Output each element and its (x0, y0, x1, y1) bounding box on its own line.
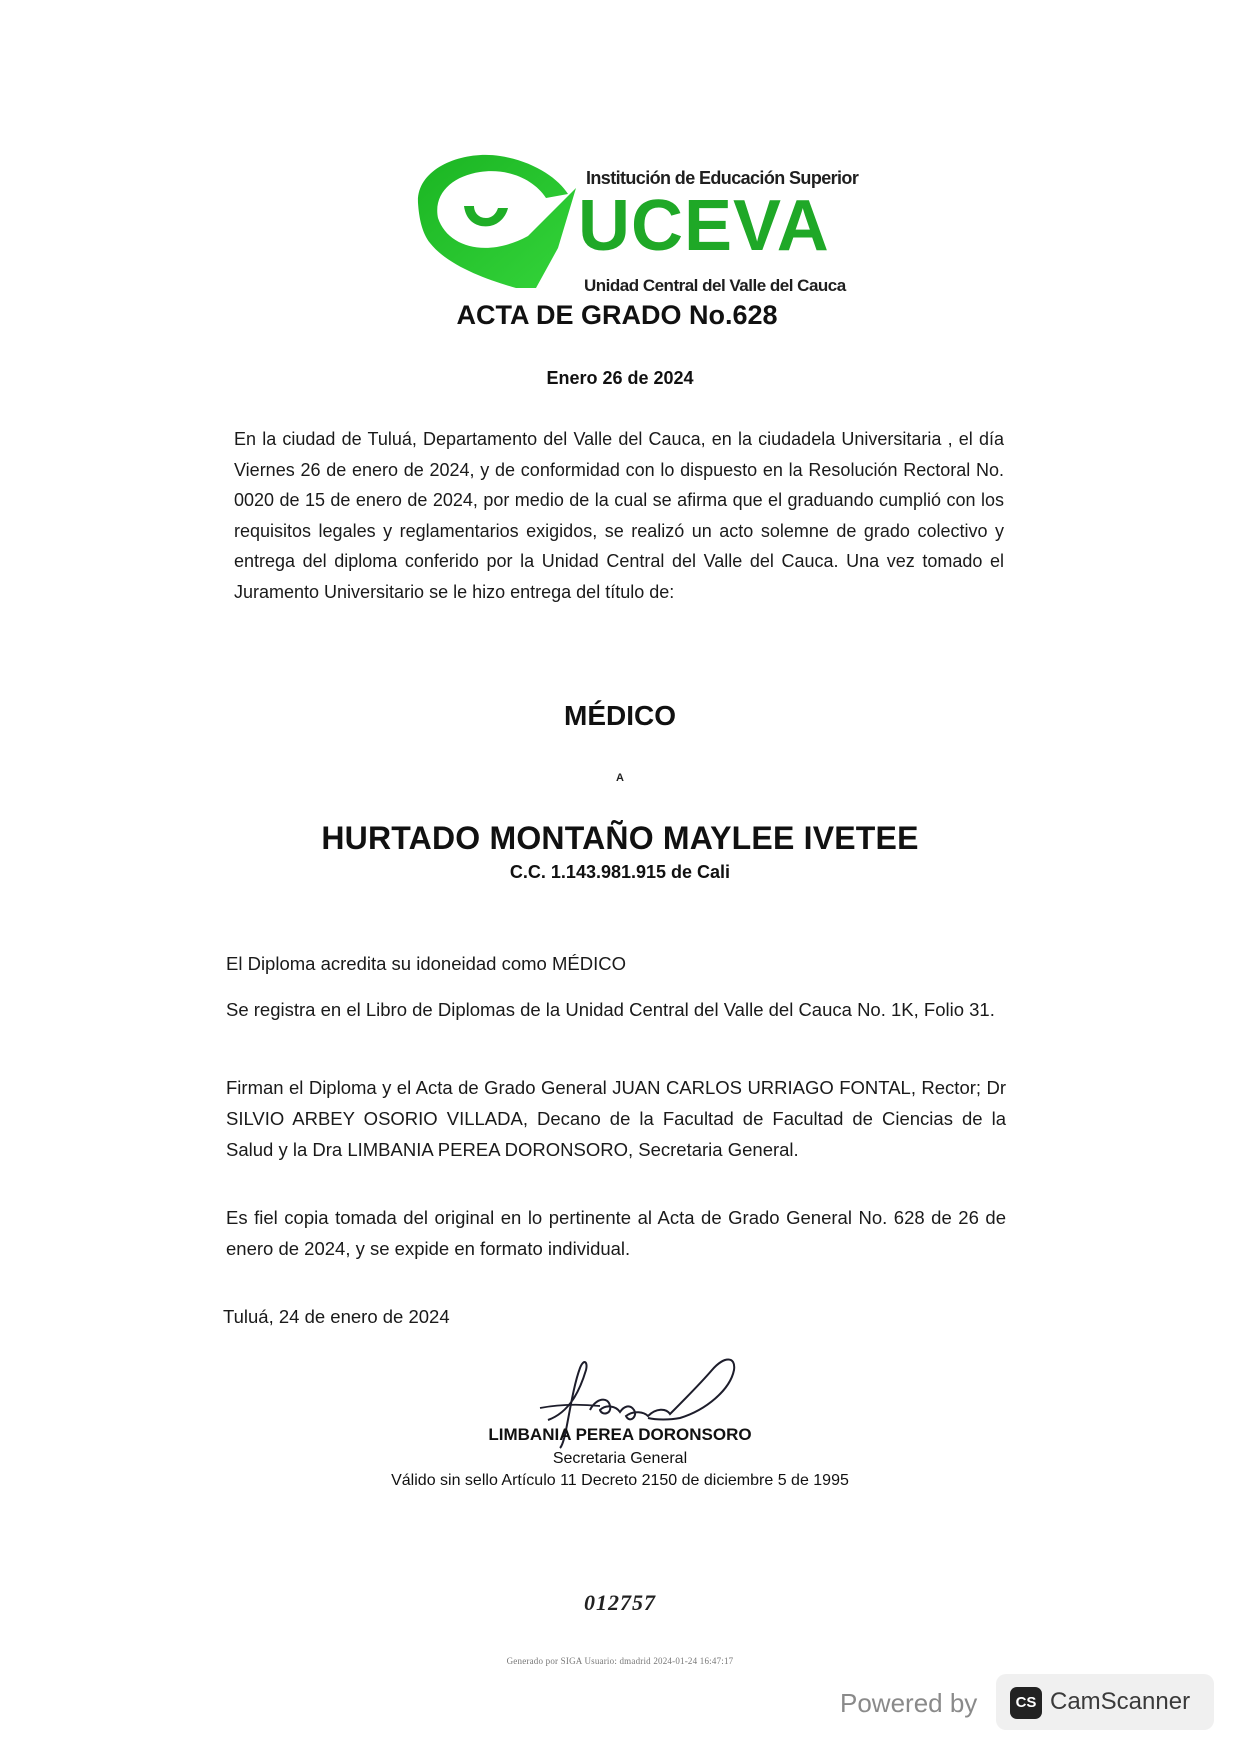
connector-letter: A (616, 772, 624, 784)
document-title (0, 300, 1240, 331)
registry-paragraph: Se registra en el Libro de Diplomas de la Unidad Central del Valle del Cauca No. 1K, Folio 31. (226, 999, 995, 1020)
serial-number: 012757 (584, 1590, 656, 1615)
degree-title-text: MÉDICO (564, 700, 676, 731)
camscanner-icon: CS (1010, 1687, 1042, 1719)
graduate-name: HURTADO MONTAÑO MAYLEE IVETEE (321, 820, 919, 856)
document-title-text: ACTA DE GRADO No.628 (456, 300, 778, 330)
institution-type: Institución de Educación Superior (586, 168, 859, 188)
degree-title (0, 700, 1240, 732)
generation-note: Generado por SIGA Usuario: dmadrid 2024-01-24 16:47:17 (506, 1656, 734, 1666)
intro-paragraph: En la ciudad de Tuluá, Departamento del Valle del Cauca, en la ciudadela Universitaria , el día Viernes 26 de enero de 2024, y de conformidad con lo dispuesto en la Resolución Rectoral No. 0020 de 15 de enero de 2024, por medio de la cual se afirma que el graduando cumplió con los requisitos legales y reglamentarios exigidos, se realizó un acto solemne de grado colectivo y entrega del diploma conferido por la Unidad Central del Valle del Cauca. Una vez tomado el Juramento Universitario se le hizo entrega del título de: (234, 429, 1004, 602)
uceva-logo-icon (408, 148, 580, 293)
signer-name: LIMBANIA PEREA DORONSORO (488, 1425, 752, 1444)
brand-wordmark: UCEVA (578, 186, 830, 266)
signatories-paragraph: Firman el Diploma y el Acta de Grado General JUAN CARLOS URRIAGO FONTAL, Rector; Dr SILVIO ARBEY OSORIO VILLADA, Decano de la Facultad de Facultad de Ciencias de la Salud y la Dra LIMBANIA PEREA DORONSORO, Secretaria General. (226, 1077, 1006, 1160)
institution-name: Unidad Central del Valle del Cauca (584, 276, 846, 295)
validity-note: Válido sin sello Artículo 11 Decreto 2150 de diciembre 5 de 1995 (391, 1472, 849, 1489)
signer-role: Secretaria General (552, 1450, 688, 1467)
suitability-paragraph: El Diploma acredita su idoneidad como MÉDICO (226, 953, 626, 974)
copy-paragraph: Es fiel copia tomada del original en lo pertinente al Acta de Grado General No. 628 de 26 de enero de 2024, y se expide en formato individual. (226, 1207, 1006, 1259)
camscanner-name: CamScanner (1050, 1688, 1191, 1715)
powered-by-label: Powered by (840, 1688, 978, 1718)
place-date: Tuluá, 24 de enero de 2024 (223, 1306, 450, 1327)
document-date: Enero 26 de 2024 (546, 368, 694, 388)
graduate-id: C.C. 1.143.981.915 de Cali (509, 862, 731, 882)
